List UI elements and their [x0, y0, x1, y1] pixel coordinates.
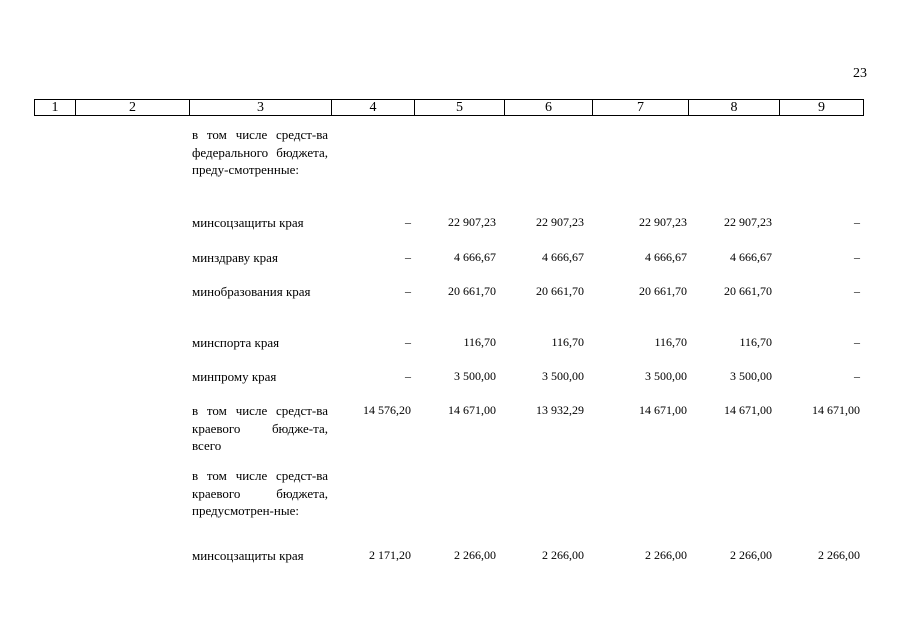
- cell-col6: 22 907,23: [536, 215, 584, 229]
- cell-col7: 116,70: [654, 335, 687, 349]
- cell-col6: 4 666,67: [542, 250, 584, 264]
- cell-col4: –: [405, 369, 411, 383]
- header-cell: 1: [51, 100, 59, 115]
- row-label: минздраву края: [192, 250, 278, 265]
- header-cell: 2: [75, 100, 189, 115]
- row-label: минсоцзащиты края: [192, 215, 304, 230]
- cell-col7: 4 666,67: [645, 250, 687, 264]
- cell-col5: 22 907,23: [448, 215, 496, 229]
- cell-col8: 14 671,00: [724, 403, 772, 417]
- cell-col8: 2 266,00: [730, 548, 772, 562]
- cell-col4: –: [405, 284, 411, 298]
- cell-col8: 22 907,23: [724, 215, 772, 229]
- header-cell: 4: [331, 100, 414, 115]
- header-cell: 9: [779, 100, 863, 115]
- row-label: минспорта края: [192, 335, 280, 350]
- cell-col6: 2 266,00: [542, 548, 584, 562]
- cell-col5: 116,70: [463, 335, 496, 349]
- cell-col4: 14 576,20: [363, 403, 411, 417]
- cell-col9: –: [854, 250, 860, 264]
- cell-col9: –: [854, 369, 860, 383]
- cell-col9: 14 671,00: [812, 403, 860, 417]
- header-cell: 5: [414, 100, 504, 115]
- cell-col6: 20 661,70: [536, 284, 584, 298]
- row-label: минпрому края: [192, 369, 277, 384]
- cell-col6: 13 932,29: [536, 403, 584, 417]
- page-number: 23: [853, 66, 867, 81]
- cell-col5: 20 661,70: [448, 284, 496, 298]
- row-label: в том числе средст-ва краевого бюдже-та, всего: [192, 403, 328, 453]
- cell-col4: 2 171,20: [369, 548, 411, 562]
- cell-col9: –: [854, 215, 860, 229]
- cell-col4: –: [405, 250, 411, 264]
- row-label: минсоцзащиты края: [192, 548, 304, 563]
- cell-col9: –: [854, 284, 860, 298]
- cell-col8: 20 661,70: [724, 284, 772, 298]
- cell-col4: –: [405, 215, 411, 229]
- row-label: в том числе средст-ва федерального бюджета, преду-смотренные:: [192, 127, 328, 177]
- cell-col5: 3 500,00: [454, 369, 496, 383]
- cell-col5: 14 671,00: [448, 403, 496, 417]
- cell-col8: 116,70: [739, 335, 772, 349]
- cell-col4: –: [405, 335, 411, 349]
- cell-col5: 4 666,67: [454, 250, 496, 264]
- cell-col6: 3 500,00: [542, 369, 584, 383]
- row-label: в том числе средст-ва краевого бюджета, предусмотрен-ные:: [192, 468, 328, 518]
- cell-col9: –: [854, 335, 860, 349]
- cell-col8: 3 500,00: [730, 369, 772, 383]
- cell-col7: 20 661,70: [639, 284, 687, 298]
- cell-col6: 116,70: [551, 335, 584, 349]
- cell-col7: 2 266,00: [645, 548, 687, 562]
- header-cell: 7: [592, 100, 688, 115]
- cell-col8: 4 666,67: [730, 250, 772, 264]
- header-cell: 8: [688, 100, 779, 115]
- cell-col7: 14 671,00: [639, 403, 687, 417]
- cell-col7: 3 500,00: [645, 369, 687, 383]
- cell-col9: 2 266,00: [818, 548, 860, 562]
- cell-col7: 22 907,23: [639, 215, 687, 229]
- table-header: [34, 99, 864, 116]
- cell-col5: 2 266,00: [454, 548, 496, 562]
- row-label: минобразования края: [192, 284, 311, 299]
- header-cell: 3: [189, 100, 331, 115]
- header-cell: 6: [504, 100, 592, 115]
